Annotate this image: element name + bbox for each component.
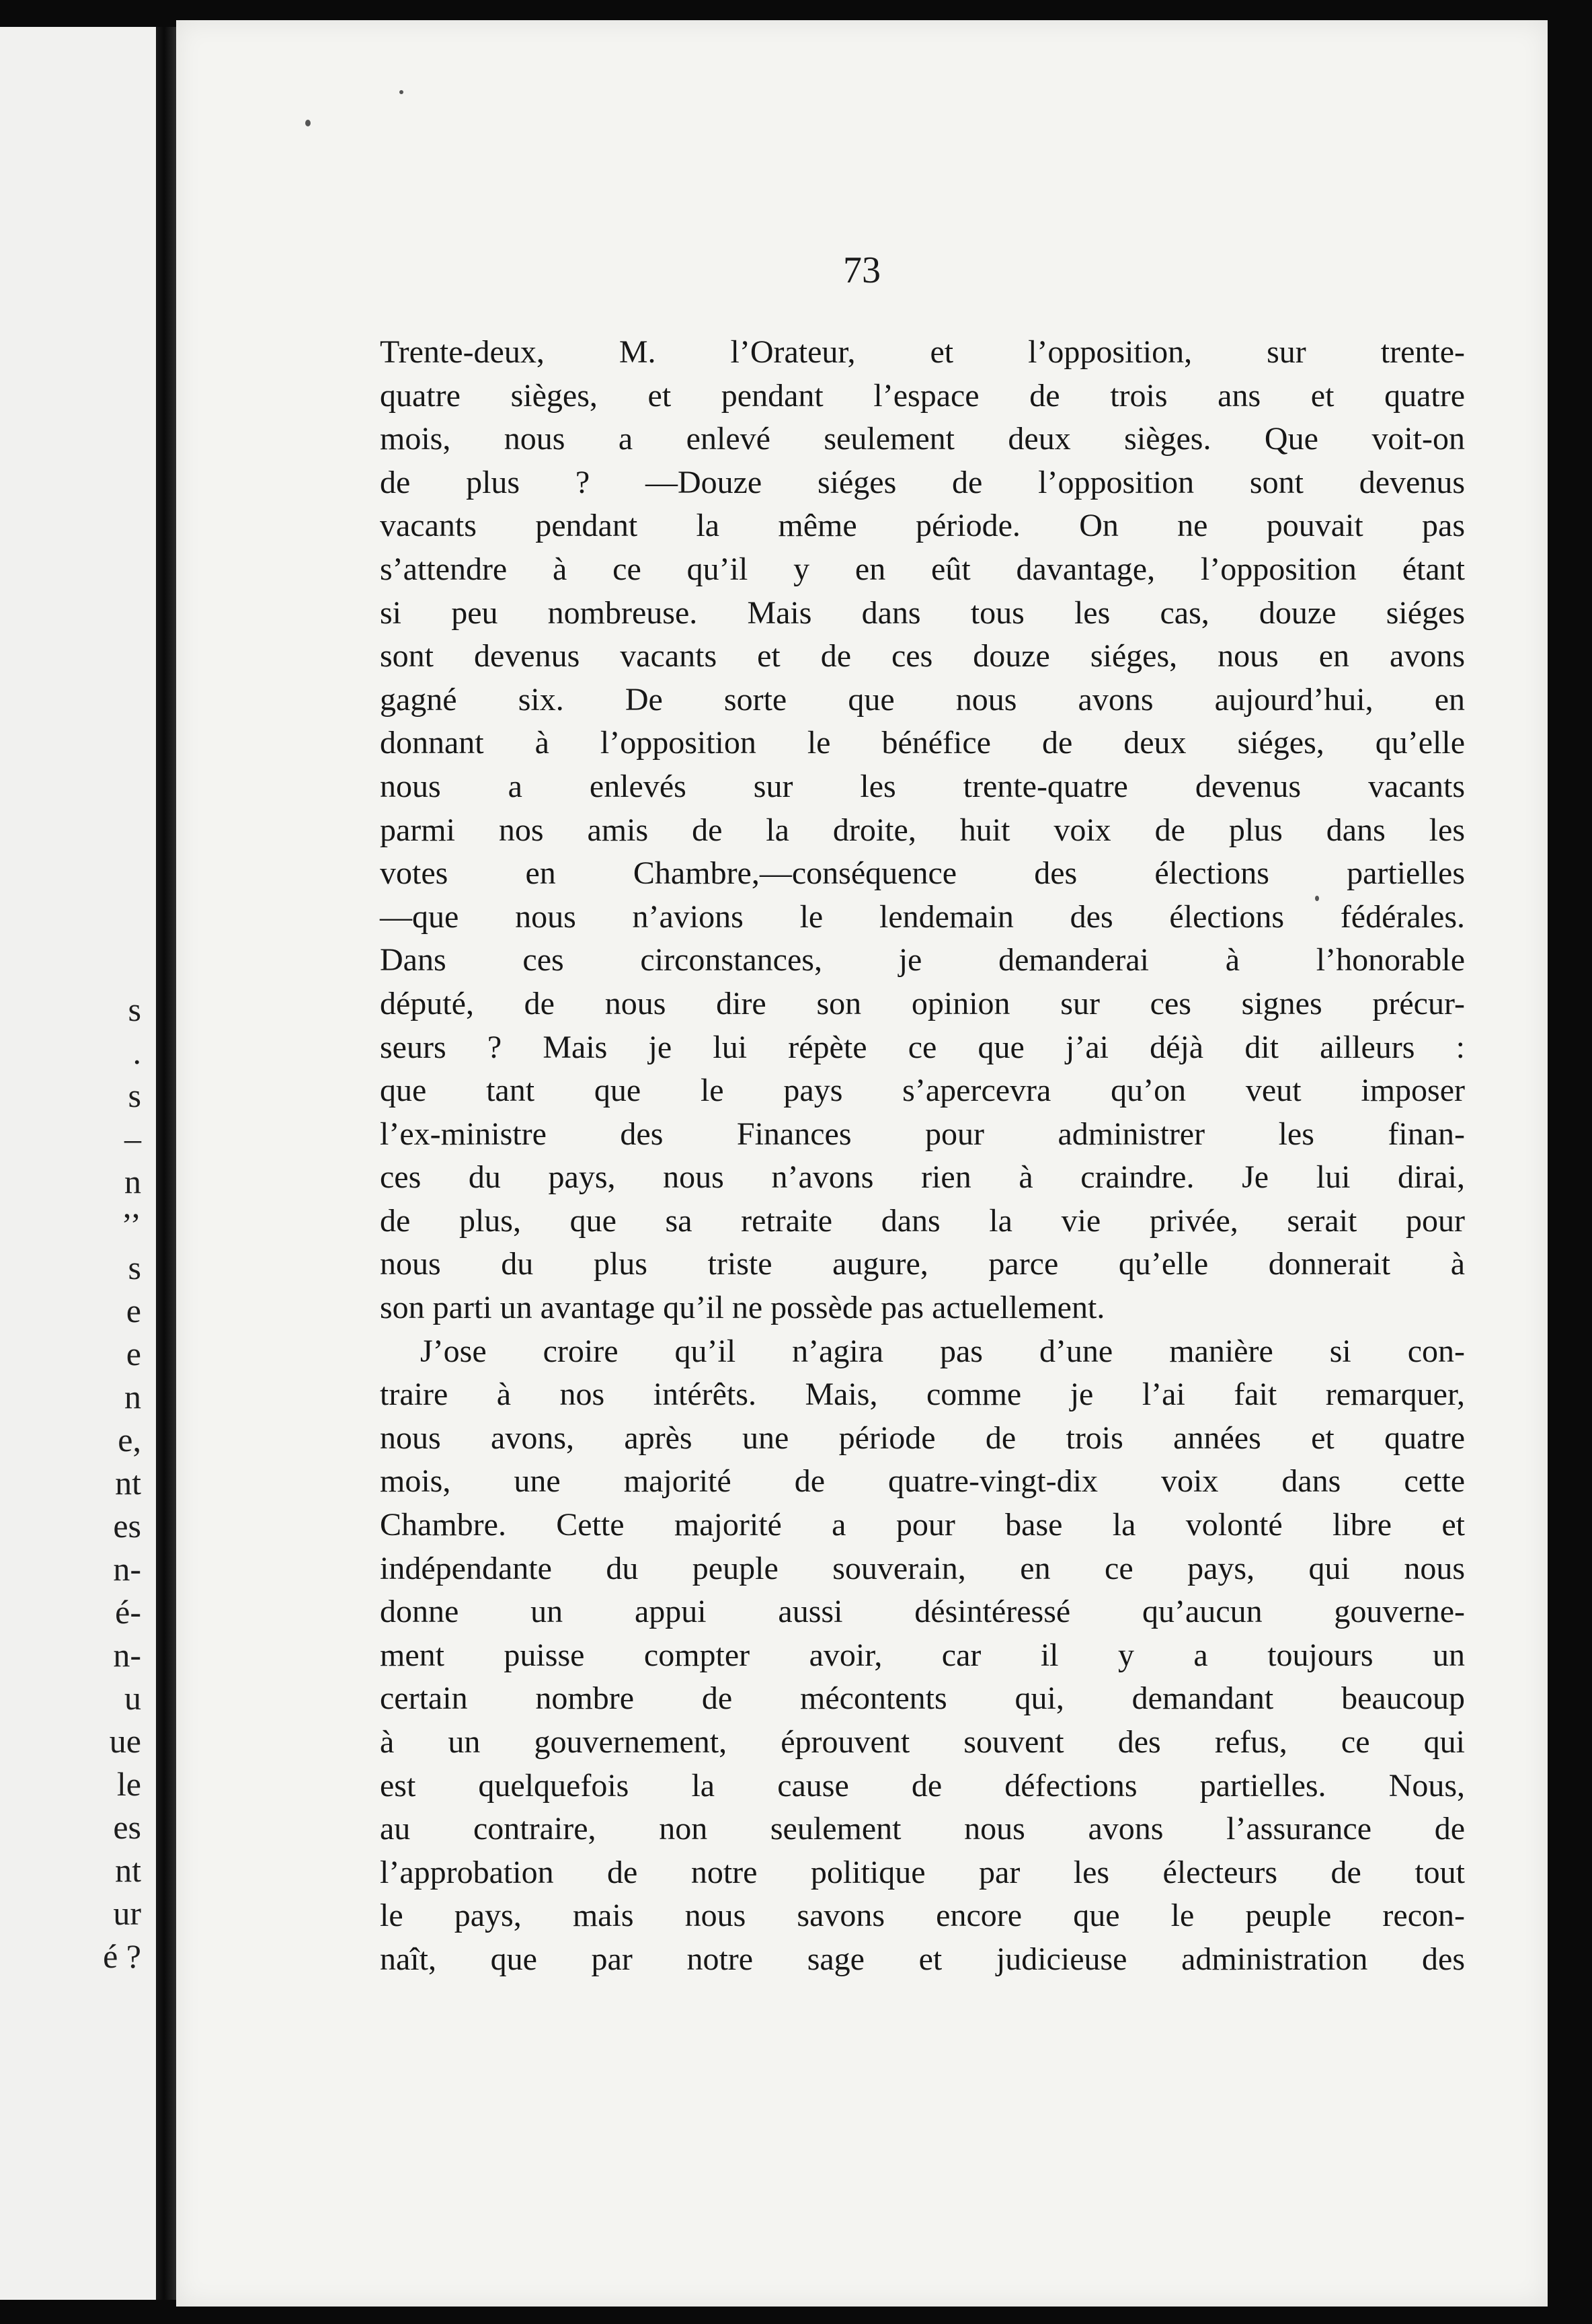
paper-speck: [399, 90, 403, 94]
text-line: vacants pendant la même période. On ne pouvait pas: [380, 508, 1465, 544]
left-fragment: ue: [109, 1722, 141, 1760]
text-line: quatre sièges, et pendant l’espace de trois ans et quatre: [380, 377, 1465, 414]
text-line: le pays, mais nous savons encore que le peuple recon-: [380, 1898, 1465, 1934]
text-line: Trente-deux, M. l’Orateur, et l’opposition, sur trente-: [380, 334, 1465, 370]
text-line: de plus ? —Douze siéges de l’opposition sont devenus: [380, 464, 1465, 500]
left-fragment: le: [116, 1765, 141, 1803]
text-line: nous du plus triste augure, parce qu’elle donnerait à: [380, 1246, 1465, 1282]
text-line: sont devenus vacants et de ces douze siéges, nous en avons: [380, 638, 1465, 674]
left-fragment: .: [132, 1034, 141, 1071]
left-fragment: n: [124, 1378, 141, 1416]
text-line: votes en Chambre,—conséquence des élections partielles: [380, 855, 1465, 892]
text-line: s’attendre à ce qu’il y en eût davantage, l’opposition étant: [380, 551, 1465, 587]
text-line: est quelquefois la cause de défections partielles. Nous,: [380, 1767, 1465, 1804]
text-line-paragraph-start: J’ose croire qu’il n’agira pas d’une manière si con-: [420, 1333, 1465, 1369]
text-line: ces du pays, nous n’avons rien à craindre. Je lui dirai,: [380, 1159, 1465, 1196]
left-fragment: s: [128, 1249, 141, 1286]
left-fragment: s: [128, 991, 141, 1028]
left-fragment: s: [128, 1077, 141, 1114]
left-page-fragments: [0, 27, 156, 2300]
text-line: donne un appui aussi désintéressé qu’aucun gouverne-: [380, 1594, 1465, 1630]
page-number: 73: [843, 249, 881, 291]
text-line: mois, nous a enlevé seulement deux sièges. Que voit-on: [380, 421, 1465, 457]
left-fragment: é ?: [103, 1937, 141, 1975]
left-fragment: u: [124, 1679, 141, 1717]
text-line: certain nombre de mécontents qui, demandant beaucoup: [380, 1680, 1465, 1717]
text-line: ment puisse compter avoir, car il y a toujours un: [380, 1637, 1465, 1673]
text-line: l’approbation de notre politique par les électeurs de tout: [380, 1854, 1465, 1890]
text-line: donnant à l’opposition le bénéfice de deux siéges, qu’elle: [380, 725, 1465, 761]
left-fragment: e: [126, 1292, 141, 1329]
left-fragment: –: [124, 1120, 141, 1157]
text-line: traire à nos intérêts. Mais, comme je l’ai fait remarquer,: [380, 1377, 1465, 1413]
text-line: nous a enlevés sur les trente-quatre devenus vacants: [380, 768, 1465, 804]
text-line: son parti un avantage qu’il ne possède pas actuellement.: [380, 1290, 1105, 1326]
text-line: de plus, que sa retraite dans la vie privée, serait pour: [380, 1202, 1465, 1239]
text-line: parmi nos amis de la droite, huit voix de plus dans les: [380, 812, 1465, 848]
text-line: que tant que le pays s’apercevra qu’on veut imposer: [380, 1073, 1465, 1109]
left-fragment: nt: [115, 1464, 141, 1502]
left-fragment: n: [124, 1163, 141, 1200]
left-fragment: nt: [115, 1851, 141, 1889]
body-text: [380, 331, 1465, 1982]
text-line: Dans ces circonstances, je demanderai à l’honorable: [380, 942, 1465, 978]
text-line: —que nous n’avions le lendemain des élections fédérales.: [380, 898, 1465, 935]
text-line: si peu nombreuse. Mais dans tous les cas, douze siéges: [380, 594, 1465, 631]
left-fragment: ’’: [121, 1206, 141, 1243]
left-fragment: n-: [113, 1550, 141, 1588]
book-gutter: [156, 27, 176, 2300]
text-line: député, de nous dire son opinion sur ces signes précur-: [380, 985, 1465, 1021]
left-facing-page: [0, 27, 156, 2300]
text-line: mois, une majorité de quatre-vingt-dix voix dans cette: [380, 1463, 1465, 1500]
text-line: à un gouvernement, éprouvent souvent des refus, ce qui: [380, 1724, 1465, 1760]
text-line: naît, que par notre sage et judicieuse administration des: [380, 1941, 1465, 1977]
left-fragment: es: [113, 1808, 141, 1846]
text-line: l’ex-ministre des Finances pour administrer les finan-: [380, 1116, 1465, 1152]
text-line: au contraire, non seulement nous avons l’assurance de: [380, 1811, 1465, 1847]
left-fragment: es: [113, 1507, 141, 1545]
left-fragment: n-: [113, 1636, 141, 1674]
text-line: seurs ? Mais je lui répète ce que j’ai déjà dit ailleurs :: [380, 1029, 1465, 1065]
left-fragment: e: [126, 1335, 141, 1372]
left-fragment: é-: [115, 1593, 141, 1631]
left-fragment: e,: [118, 1421, 141, 1459]
right-page: [176, 20, 1548, 2307]
text-line: Chambre. Cette majorité a pour base la volonté libre et: [380, 1507, 1465, 1543]
text-line: indépendante du peuple souverain, en ce pays, qui nous: [380, 1550, 1465, 1586]
left-fragment: ur: [113, 1894, 141, 1932]
paper-speck: [305, 120, 311, 126]
text-line: nous avons, après une période de trois années et quatre: [380, 1420, 1465, 1456]
text-line: gagné six. De sorte que nous avons aujourd’hui, en: [380, 681, 1465, 718]
